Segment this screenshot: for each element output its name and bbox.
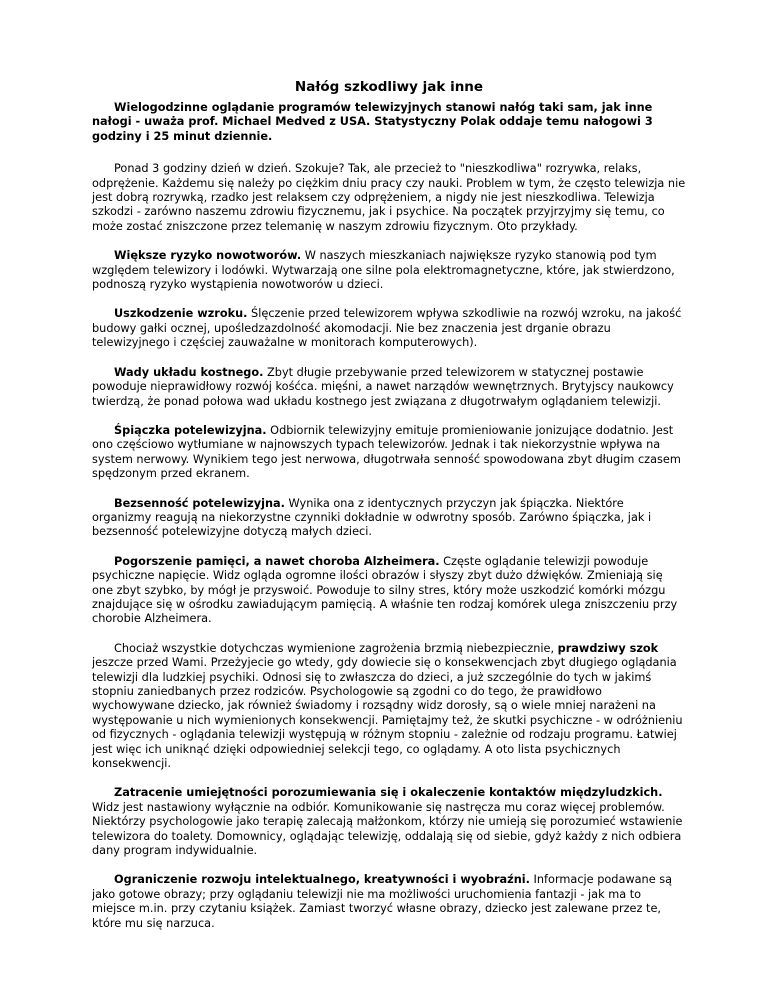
section-heading: Zatracenie umiejętności porozumiewania się i okaleczenie kontaktów międzyludzkich. [114, 786, 663, 800]
page-title: Nałóg szkodliwy jak inne [294, 79, 484, 95]
transition-paragraph [92, 642, 686, 772]
section-drowsiness [92, 424, 686, 482]
section-eyesight [92, 307, 686, 350]
section-heading: Pogorszenie pamięci, a nawet choroba Alzheimera. [114, 554, 440, 568]
section-communication [92, 786, 686, 858]
section-text: Zbyt długie przebywanie przed telewizorem w statycznej postawie powoduje nieprawidłowy rozwój kośćca. mięśni, a nawet narządów wewnętrznych. Brytyjscy naukowcy twierdzą, że ponad połowa wad układu kostnego jest związana z długotrwałym oglądaniem telewizji. [92, 365, 674, 408]
lead-paragraph: Wielogodzinne oglądanie programów telewizyjnych stanowi nałóg taki sam, jak inne nałogi - uważa prof. Michael Medved z USA. Statystyczny Polak oddaje temu nałogowi 3 godziny i 25 minut dziennie. [92, 101, 653, 143]
section-heading: Uszkodzenie wzroku. [114, 307, 248, 321]
section-text: Częste oglądanie telewizji powoduje psychiczne napięcie. Widz ogląda ogromne ilości obrazów i słyszy zbyt dużo dźwięków. Zmieniają się one zbyt szybko, by mógł je przyswoić. Powoduje to silny stres, który może uszkodzić komórki mózgu znajdujące się w ośrodku zawiadującym pamięcią. A właśnie ten rodzaj komórek ulega zniszczeniu przy chorobie Alzheimera. [92, 554, 678, 626]
section-heading: Ograniczenie rozwoju intelektualnego, kreatywności i wyobraźni. [114, 873, 530, 887]
section-text: Odbiornik telewizyjny emituje promieniowanie jonizujące dodatnio. Jest ono częściowo wytłumiane w najnowszych typach telewizorów. Jednak i tak niekorzystnie wpływa na system nerwowy. Wynikiem tego jest nerwowa, długotrwała senność spowodowana zbyt długim czasem spędzonym przed ekranem. [92, 423, 681, 481]
section-memory [92, 555, 686, 627]
document [92, 79, 686, 946]
section-heading: Bezsenność potelewizyjna. [114, 496, 285, 510]
section-skeleton [92, 366, 686, 409]
transition-after: jeszcze przed Wami. Przeżyjecie go wtedy, gdy dowiecie się o konsekwencjach zbyt długiego oglądania telewizji dla ludzkiej psychiki. Odnosi się to zwłaszcza do dzieci, a już szczególnie do tych w jakimś stopniu zaniedbanych przez rodziców. Psychologowie są zgodni co do tego, że prawidłowo wychowywane dziecko, jak również świadomy i rozsądny widz dorosły, są o wiele mniej narażeni na występowanie u nich wymienionych konsekwencji. Pamiętajmy też, że skutki psychiczne - w odróżnieniu od fizycznych - oglądania telewizji występują w różnym stopniu - zależnie od rodzaju programu. Łatwiej jest więc ich uniknąć dzięki odpowiedniej selekcji tego, co oglądamy. A oto lista psychicznych konsekwencji. [92, 656, 683, 771]
section-text: Ślęczenie przed telewizorem wpływa szkodliwie na rozwój wzroku, na jakość budowy gałki ocznej, upośledzazdolność akomodacji. Nie bez znaczenia jest drganie obrazu telewizyjnego i częściej zauważalne w monitorach komputerowych). [92, 307, 682, 350]
section-insomnia [92, 497, 686, 540]
section-text: Informacje podawane są jako gotowe obrazy; przy oglądaniu telewizji nie ma możliwości uruchomienia fantazji - jak ma to miejsce m.in. przy czytaniu książek. Zamiast tworzyć własne obrazy, dziecko jest zalewane przez te, które mu się narzuca. [92, 873, 673, 930]
section-intellect [92, 873, 686, 931]
transition-emphasis: prawdziwy szok [557, 641, 659, 655]
intro-paragraph: Ponad 3 godziny dzień w dzień. Szokuje? Tak, ale przecież to "nieszkodliwa" rozrywka, relaks, odprężenie. Każdemu się należy po ciężkim dniu pracy czy nauki. Problem w tym, że często telewizja nie jest dobrą rozrywką, rzadko jest relaksem czy odprężeniem, a nigdy nie jest nieszkodliwa. Telewizja szkodzi - zarówno naszemu zdrowiu fizycznemu, jak i psychice. Na początek przyjrzyjmy się temu, co może zostać zniszczone przez telemanię w naszym zdrowiu fizycznym. Oto przykłady. [92, 162, 686, 233]
section-heading: Śpiączka potelewizyjna. [114, 423, 267, 437]
transition-before: Chociaż wszystkie dotychczas wymienione zagrożenia brzmią niebezpiecznie, [114, 641, 558, 655]
section-text: Widz jest nastawiony wyłącznie na odbiór. Komunikowanie się nastręcza mu coraz więcej problemów. Niektórzy psychologowie jako terapię zalecają małżonkom, którzy nie umieją się porozumieć wstawienie telewizora do toalety. Domownicy, oglądając telewizję, oddalają się od siebie, gdyż każdy z nich odbiera dany program indywidualnie. [92, 800, 683, 858]
section-cancer [92, 249, 686, 292]
section-text: Wynika ona z identycznych przyczyn jak śpiączka. Niektóre organizmy reagują na niekorzystne czynniki dokładnie w odwrotny sposób. Zarówno śpiączka, jak i bezsenność potelewizyjne dotyczą małych dzieci. [92, 496, 652, 539]
section-heading: Wady układu kostnego. [114, 365, 264, 379]
section-heading: Większe ryzyko nowotworów. [114, 249, 302, 263]
section-text: W naszych mieszkaniach największe ryzyko stanowią pod tym względem telewizory i lodówki. Wytwarzają one silne pola elektromagnetyczne, które, jak stwierdzono, podnoszą ryzyko wystąpienia nowotworów u dzieci. [92, 249, 675, 292]
